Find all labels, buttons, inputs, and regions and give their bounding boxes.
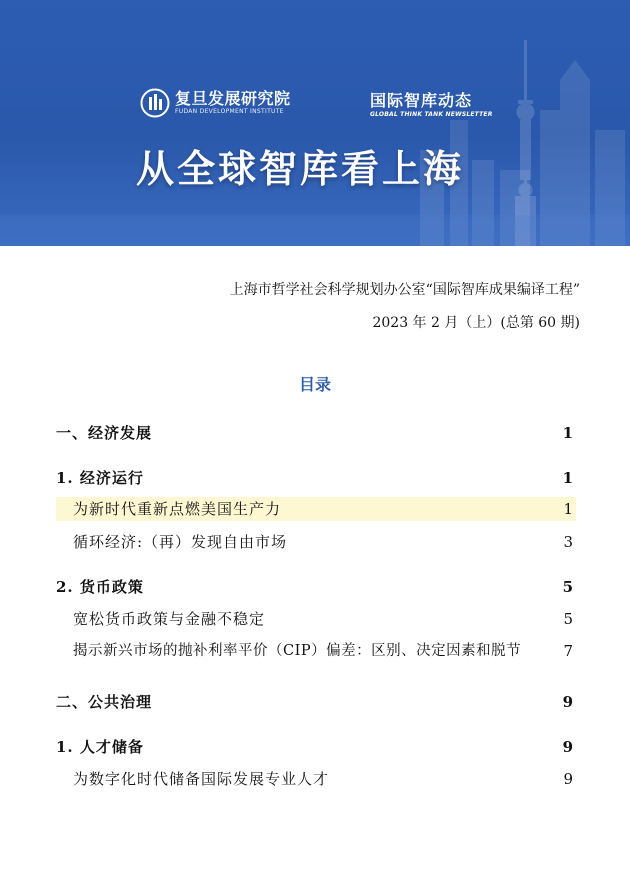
header-banner bbox=[0, 0, 630, 246]
publisher-line: 上海市哲学社会科学规划办公室“国际智库成果编译工程” bbox=[229, 282, 580, 298]
main-title: 从全球智库看上海 bbox=[136, 147, 465, 191]
toc-entry-text: 二、公共治理 bbox=[56, 693, 153, 711]
toc-entry-page: 9 bbox=[562, 738, 573, 756]
toc-entry-text: 1. 人才储备 bbox=[56, 738, 144, 756]
toc-entry-article[interactable] bbox=[56, 530, 576, 554]
toc-entry-page: 7 bbox=[563, 642, 573, 660]
toc-entry-article[interactable] bbox=[56, 639, 576, 663]
toc-entry-text: 揭示新兴市场的抛补利率平价（CIP）偏差：区别、决定因素和脱节 bbox=[73, 643, 522, 659]
toc-entry-subsection[interactable] bbox=[56, 466, 576, 490]
toc-entry-text: 一、经济发展 bbox=[56, 424, 153, 442]
toc-entry-page: 9 bbox=[562, 693, 573, 711]
issue-date: 2023 年 2 月（上）(总第 60 期) bbox=[372, 315, 580, 331]
fudan-institute-brand bbox=[140, 88, 291, 118]
toc-entry-section[interactable] bbox=[56, 690, 576, 714]
shanghai-skyline-illustration bbox=[0, 0, 630, 246]
toc-entry-page: 9 bbox=[563, 770, 573, 788]
toc-entry-article[interactable] bbox=[56, 767, 576, 791]
toc-entry-page: 1 bbox=[562, 469, 573, 487]
fudan-logo-icon bbox=[140, 88, 170, 118]
toc-heading: 目录 bbox=[298, 375, 331, 394]
toc-entry-article[interactable] bbox=[56, 607, 576, 631]
toc-entry-text: 1. 经济运行 bbox=[56, 469, 144, 487]
toc-entry-text: 循环经济:（再）发现自由市场 bbox=[73, 533, 288, 551]
toc-entry-subsection[interactable] bbox=[56, 735, 576, 759]
toc-entry-text: 2. 货币政策 bbox=[56, 578, 144, 596]
toc-entry-text: 为数字化时代储备国际发展专业人才 bbox=[73, 770, 330, 788]
org-name-en: FUDAN DEVELOPMENT INSTITUTE bbox=[175, 108, 284, 115]
toc-entry-section[interactable] bbox=[56, 421, 576, 445]
toc-entry-text: 宽松货币政策与金融不稳定 bbox=[73, 610, 266, 628]
toc-entry-page: 1 bbox=[562, 424, 573, 442]
newsletter-title: 国际智库动态 bbox=[370, 91, 473, 110]
toc-entry-article[interactable] bbox=[56, 497, 576, 521]
newsletter-title-en: GLOBAL THINK TANK NEWSLETTER bbox=[370, 111, 493, 118]
toc-entry-page: 1 bbox=[563, 500, 573, 518]
org-name: 复旦发展研究院 bbox=[175, 89, 291, 108]
toc-entry-page: 5 bbox=[563, 610, 573, 628]
toc-entry-page: 3 bbox=[563, 533, 573, 551]
toc-entry-subsection[interactable] bbox=[56, 575, 576, 599]
toc-entry-text: 为新时代重新点燃美国生产力 bbox=[73, 500, 282, 518]
newsletter-brand bbox=[370, 92, 493, 119]
toc-entry-page: 5 bbox=[562, 578, 573, 596]
